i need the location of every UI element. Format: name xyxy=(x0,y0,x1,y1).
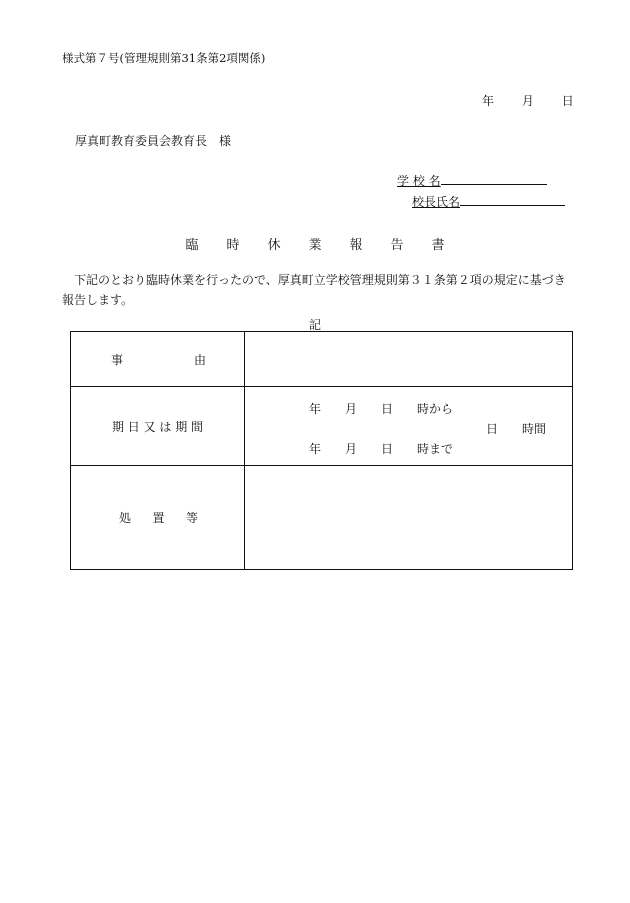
body-text: 下記のとおり臨時休業を行ったので、厚真町立学校管理規則第３１条第２項の規定に基づき報告します。 xyxy=(62,273,566,307)
duration-line: 日 時間 xyxy=(486,422,547,436)
reason-label-char: 事 xyxy=(111,352,124,367)
addressee: 厚真町教育委員会教育長 様 xyxy=(75,134,232,148)
reason-value-cell[interactable] xyxy=(245,332,573,387)
measures-value-cell[interactable] xyxy=(245,466,573,570)
period-label: 期 日 又 は 期 間 xyxy=(111,419,204,434)
submission-date xyxy=(482,92,574,109)
principal-name-label: 校長氏名 xyxy=(412,195,461,209)
form-number: 様式第７号(管理規則第31条第2項関係) xyxy=(62,51,266,65)
reason-label-char: 由 xyxy=(193,352,206,367)
school-name-blank xyxy=(441,172,547,185)
ki-heading: 記 xyxy=(308,318,321,332)
principal-name-field xyxy=(412,193,565,210)
measures-label-char: 処 xyxy=(119,511,132,525)
title-char: 時 xyxy=(226,238,240,253)
period-value-cell[interactable] xyxy=(245,387,573,466)
title-char: 報 xyxy=(349,238,363,253)
measures-row xyxy=(71,466,573,570)
reason-label-cell xyxy=(71,332,245,387)
reason-row xyxy=(71,332,573,387)
report-table xyxy=(70,331,573,570)
date-month-label: 月 xyxy=(521,94,534,108)
measures-label-char: 置 xyxy=(152,511,165,525)
date-year-label: 年 xyxy=(482,94,495,108)
title-char: 業 xyxy=(308,238,322,253)
period-label-cell xyxy=(71,387,245,466)
title-char: 休 xyxy=(267,238,281,253)
document-title xyxy=(0,234,630,253)
period-until-line: 年 月 日 時まで xyxy=(309,442,454,456)
measures-label-char: 等 xyxy=(185,511,198,525)
title-char: 臨 xyxy=(185,238,199,253)
period-row xyxy=(71,387,573,466)
school-name-label: 学 校 名 xyxy=(397,174,441,188)
title-char: 告 xyxy=(390,238,404,253)
date-day-label: 日 xyxy=(561,94,574,108)
measures-label-cell xyxy=(71,466,245,570)
period-from-line: 年 月 日 時から xyxy=(309,402,454,416)
title-char: 書 xyxy=(431,238,445,253)
school-name-field xyxy=(397,172,547,189)
principal-name-blank xyxy=(460,193,565,206)
